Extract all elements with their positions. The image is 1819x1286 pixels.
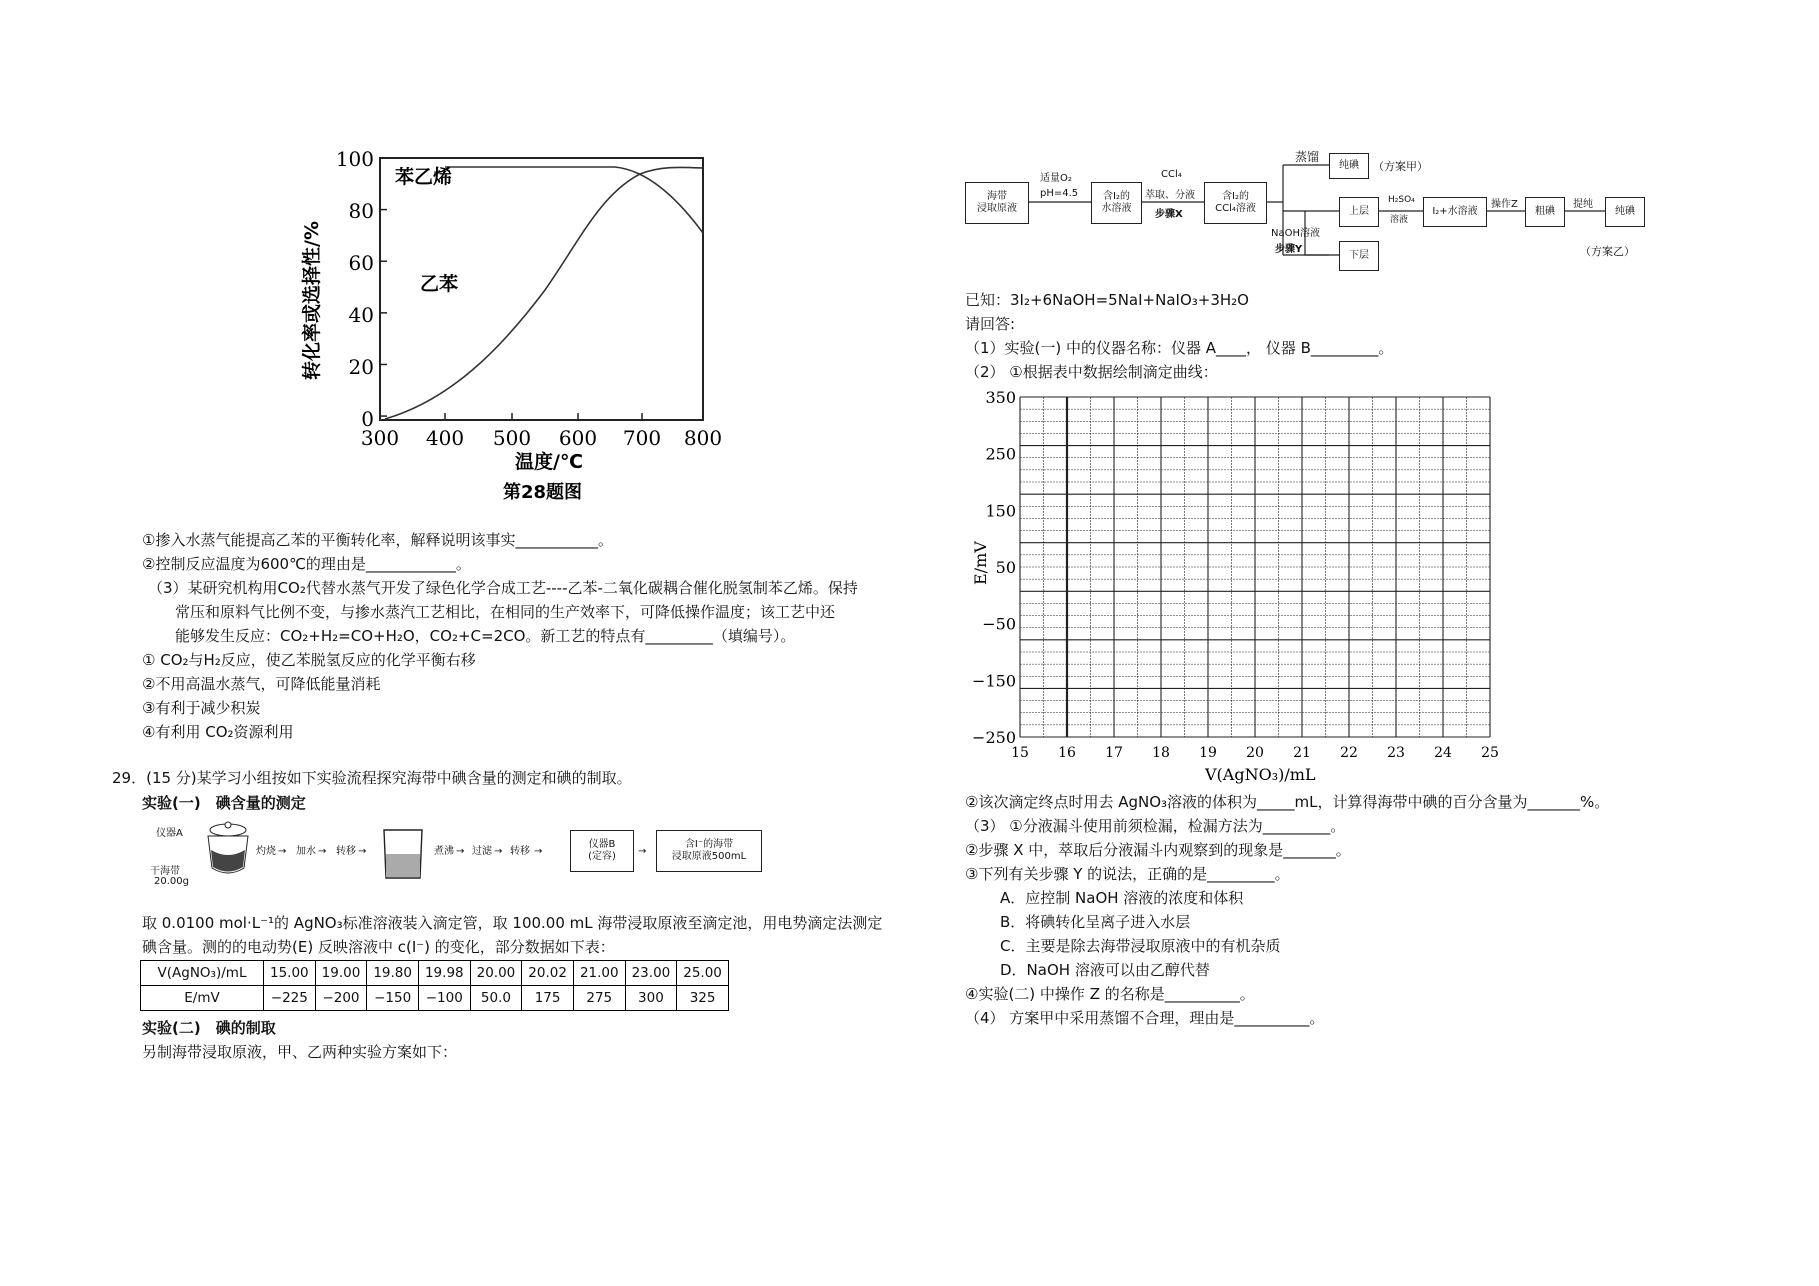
operation-z-label: 操作Z [1491,199,1518,210]
grid-x-axis-label: V(AgNO₃)/mL [1205,765,1316,784]
crucible-icon [202,820,254,880]
experiment-2-title: 实验(二) 碘的制取 [142,1019,276,1037]
text-line: 取 0.0100 mol·L⁻¹的 AgNO₃标准溶液装入滴定管，取 100.00 mL 海带浸取原液至滴定池，用电势滴定法测定 [142,914,883,932]
option-c: C．主要是除去海带浸取原液中的有机杂质 [1000,937,1281,955]
flow-arrow: → [638,846,647,857]
text-line: ③有利于减少积炭 [142,699,261,717]
text-line: （3） ①分液漏斗使用前须检漏，检漏方法为_________。 [965,817,1346,835]
text-line: 常压和原料气比例不变，与掺水蒸汽工艺相比，在相同的生产效率下，可降低操作温度；该工艺中还 [175,603,836,621]
grid-y-tick-label: −50 [982,614,1016,634]
option-a: A．应控制 NaOH 溶液的浓度和体积 [1000,889,1244,907]
table-cell: 20.02 [522,961,574,986]
reagent-label: 溶液 [1390,215,1409,225]
reagent-label: 适量O₂ [1040,173,1072,184]
grid-y-tick-label: −250 [972,728,1016,747]
table-cell: 19.98 [418,961,470,986]
chart-caption: 第28题图 [503,482,583,503]
y-tick-label: 40 [348,303,374,327]
y-tick-label: 80 [348,199,374,223]
table-cell: 20.00 [470,961,522,986]
step-label: 煮沸 [434,846,454,857]
text-line: ②该次滴定终点时用去 AgNO₃溶液的体积为_____mL，计算得海带中碘的百分含量为_______%。 [965,793,1610,811]
text-line: 另制海带浸取原液，甲、乙两种实验方案如下： [142,1043,458,1061]
flow-box-extract-liquid: 海带 浸取原液 [965,182,1029,224]
text-line: ①掺入水蒸气能提高乙苯的平衡转化率，解释说明该事实___________。 [142,531,613,549]
text-line: 碘含量。测的的电动势(E) 反映溶液中 c(I⁻) 的变化，部分数据如下表： [142,938,615,956]
plan-a-label: （方案甲） [1373,160,1428,173]
flow-arrow: → [358,846,367,857]
x-tick-label: 400 [425,426,465,450]
flow-arrow: → [278,846,287,857]
styrene-selectivity-curve [445,167,703,233]
table-cell: 19.80 [367,961,419,986]
grid-x-tick-label: 21 [1293,745,1311,761]
titration-curve-grid [960,385,1520,785]
flow-box-iodine-water: I₂+水溶液 [1423,197,1487,227]
step-x-label: 步骤X [1155,209,1183,220]
titration-data-table [140,960,729,1011]
table-cell: −150 [367,986,419,1011]
grid-x-tick-label: 22 [1340,745,1358,761]
grid-x-tick-label: 25 [1481,745,1499,761]
series-label-ethylbenzene: 乙苯 [420,273,459,295]
flow-box-extract: 含I⁻的海带 浸取原液500mL [656,830,762,872]
y-tick-label: 0 [361,407,374,431]
iodine-measure-flow [142,820,762,900]
seaweed-label: 干海带 [150,866,180,877]
grid-y-tick-label: −150 [972,671,1016,691]
grid-y-tick-label: 50 [995,558,1016,577]
y-tick-label: 20 [348,355,374,379]
beaker-icon [380,828,426,880]
text-line: ②不用高温水蒸气，可降低能量消耗 [142,675,381,693]
x-tick-label: 600 [558,426,598,450]
text-line: ① CO₂与H₂反应，使乙苯脱氢反应的化学平衡右移 [142,651,476,669]
text-line: 已知：3I₂+6NaOH=5NaI+NaIO₃+3H₂O [965,291,1249,309]
text-line: （2） ①根据表中数据绘制滴定曲线： [965,363,1218,381]
y-tick-label: 100 [335,147,374,171]
grid-x-tick-label: 20 [1246,745,1264,761]
table-cell: −100 [418,986,470,1011]
question-29: 29．(15 分)某学习小组按如下实验流程探究海带中碘含量的测定和碘的制取。 [112,769,632,787]
text-line: ③下列有关步骤 Y 的说法，正确的是_________。 [965,865,1290,883]
text-line: ②控制反应温度为600℃的理由是____________。 [142,555,471,573]
grid-x-tick-label: 18 [1152,745,1170,761]
text-line: 能够发生反应：CO₂+H₂=CO+H₂O，CO₂+C=2CO。新工艺的特点有_________（填编号）。 [175,627,796,645]
text-line: ②步骤 X 中，萃取后分液漏斗内观察到的现象是_______。 [965,841,1351,859]
table-cell: 300 [625,986,677,1011]
step-y-label: 步骤Y [1275,244,1303,255]
grid-x-tick-label: 16 [1058,745,1076,761]
apparatus-a-label: 仪器A [156,828,183,839]
step-label: 转移 [510,846,530,857]
grid-x-tick-label: 19 [1199,745,1217,761]
reagent-label: 提纯 [1573,199,1593,210]
y-tick-label: 60 [348,251,374,275]
option-b: B．将碘转化呈离子进入水层 [1000,913,1191,931]
reagent-label: NaOH溶液 [1271,228,1320,239]
x-tick-label: 300 [360,426,400,450]
option-d: D．NaOH 溶液可以由乙醇代替 [1000,961,1210,979]
experiment-1-title: 实验(一) 碘含量的测定 [142,794,306,812]
grid-y-tick-label: 250 [985,444,1016,464]
x-axis-label: 温度/℃ [515,451,583,473]
table-header-cell: V(AgNO₃)/mL [141,961,264,986]
text-line: 请回答: [965,315,1016,333]
flow-box-upper-layer: 上层 [1339,197,1379,227]
flow-arrow: → [534,846,543,857]
grid-x-tick-label: 23 [1387,745,1405,761]
flow-box-aqueous-iodine: 含I₂的 水溶液 [1091,182,1142,224]
reagent-label: CCl₄ [1161,169,1182,180]
table-cell: 50.0 [470,986,522,1011]
table-cell: −225 [264,986,316,1011]
table-row [141,986,729,1011]
table-cell: 19.00 [315,961,367,986]
conversion-selectivity-chart [300,140,740,510]
reagent-label: H₂SO₄ [1388,195,1415,205]
step-label: 灼烧 [256,846,276,857]
x-tick-label: 800 [683,426,723,450]
y-axis-label: 转化率或选择性/% [301,221,323,380]
text-line: ④实验(二) 中操作 Z 的名称是__________。 [965,985,1255,1003]
text-line: （1）实验(一) 中的仪器名称：仪器 A____， 仪器 B_________。 [965,339,1394,357]
table-cell: 275 [573,986,625,1011]
iodine-preparation-flow [965,145,1665,275]
text-line: ④有利用 CO₂资源利用 [142,723,294,741]
table-header-cell: E/mV [141,986,264,1011]
flow-box-crude-iodine: 粗碘 [1525,197,1565,227]
table-cell: 15.00 [264,961,316,986]
table-cell: 21.00 [573,961,625,986]
flow-arrow: → [456,846,465,857]
grid-y-axis-label: E/mV [971,541,990,585]
table-cell: 325 [677,986,729,1011]
reagent-label: 蒸馏 [1295,150,1320,164]
reagent-label: 萃取、分液 [1145,190,1195,201]
x-tick-label: 500 [492,426,532,450]
flow-arrow: → [318,846,327,857]
flow-box-pure-iodine-b: 纯碘 [1605,197,1645,227]
series-label-styrene: 苯乙烯 [395,166,453,188]
table-cell: −200 [315,986,367,1011]
table-cell: 23.00 [625,961,677,986]
text-line: （4） 方案甲中采用蒸馏不合理，理由是__________。 [965,1009,1325,1027]
reagent-label: pH=4.5 [1040,188,1079,199]
table-cell: 175 [522,986,574,1011]
table-cell: 25.00 [677,961,729,986]
flow-arrow: → [494,846,503,857]
step-label: 转移 [336,846,356,857]
x-tick-label: 700 [622,426,662,450]
plan-b-label: （方案乙） [1580,245,1635,258]
text-line: （3）某研究机构用CO₂代替水蒸气开发了绿色化学合成工艺----乙苯-二氧化碳耦合催化脱氢制苯乙烯。保持 [148,579,858,597]
grid-y-tick-label: 350 [985,388,1016,407]
flow-box-volumetric: 仪器B (定容) [570,830,634,872]
step-label: 过滤 [472,846,492,857]
grid-x-tick-label: 15 [1011,745,1029,761]
flow-box-ccl4-iodine: 含I₂的 CCl₄溶液 [1204,182,1267,224]
grid-x-tick-label: 24 [1434,745,1452,761]
grid-x-tick-label: 17 [1105,745,1123,761]
flow-box-lower-layer: 下层 [1339,241,1379,271]
flow-box-pure-iodine-a: 纯碘 [1329,153,1369,179]
grid-y-tick-label: 150 [985,501,1016,521]
step-label: 加水 [296,846,316,857]
table-row [141,961,729,986]
seaweed-mass: 20.00g [154,876,189,887]
